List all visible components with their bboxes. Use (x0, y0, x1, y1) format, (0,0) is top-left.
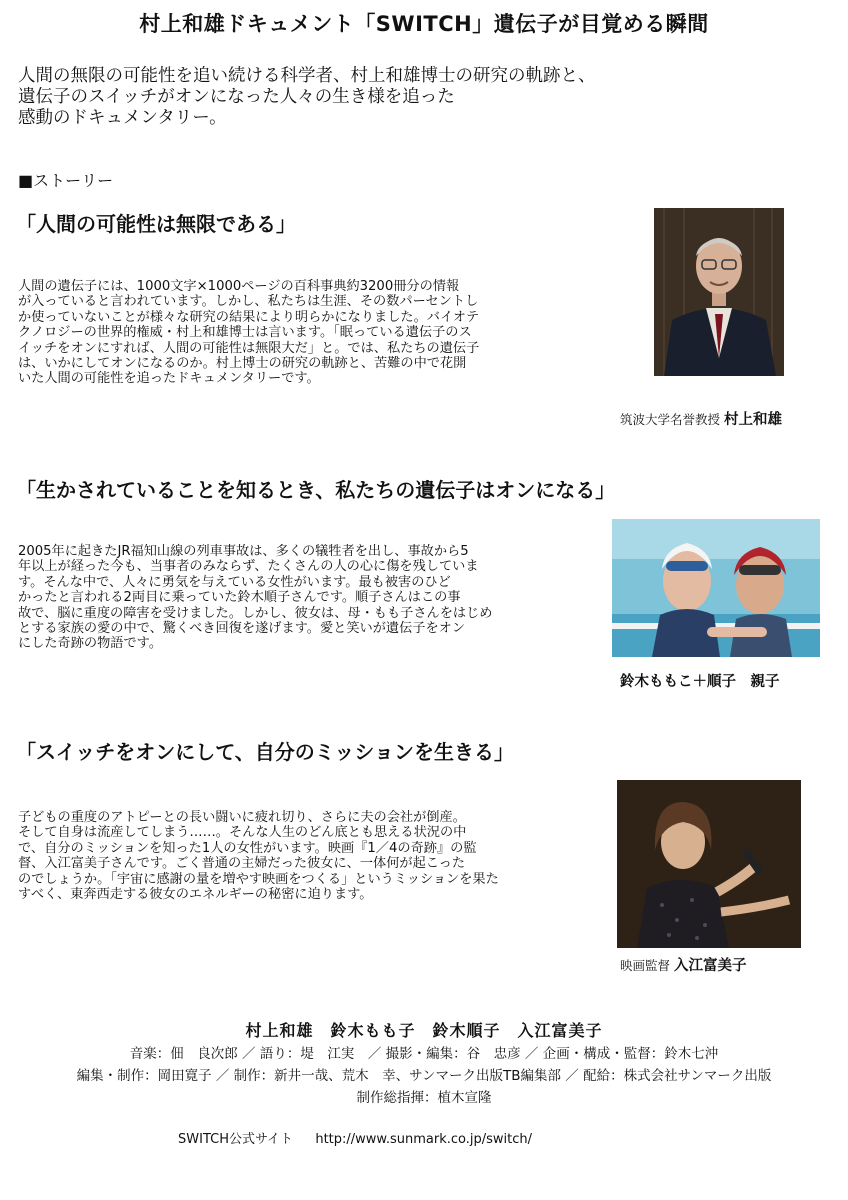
intro-line: 感動のドキュメンタリー。 (18, 108, 227, 128)
credit-line-2: 編集・制作：岡田寛子 ／ 制作：新井一哉、荒木 幸、サンマーク出版TB編集部 ／ 配給：株式会社サンマーク出版 (76, 1068, 772, 1084)
story-label: ■ストーリー (18, 171, 114, 190)
photo-suzuki (612, 519, 820, 657)
photo-caption-2: 鈴木ももこ＋順子 親子 (620, 674, 780, 690)
body-line: そして自身は流産してしまう……。そんな人生のどん底とも思える状況の中 (18, 825, 467, 841)
body-line: は、いかにしてオンになるのか。村上博士の研究の軌跡と、苦難の中で花開 (18, 356, 467, 372)
body-line: にした奇跡の物語です。 (18, 636, 163, 652)
body-line: 人間の遺伝子には、1000文字×1000ページの百科事典約3200冊分の情報 (18, 279, 460, 294)
section-body-3 (18, 810, 499, 902)
body-line: イッチをオンにすれば、人間の可能性は無限大だ」と。では、私たちの遺伝子 (18, 340, 480, 356)
body-line: が入っていると言われています。しかし、私たちは生涯、その数パーセントし (18, 294, 479, 310)
body-line: 2005年に起きたJR福知山線の列車事故は、多くの犠牲者を出し、事故から5 (18, 544, 469, 559)
section-body-2 (18, 544, 492, 652)
body-line: で、自分のミッションを知った1人の女性がいます。映画『1／4の奇跡』の監 (18, 840, 477, 856)
site-label: SWITCH公式サイト (178, 1132, 294, 1147)
section-body-1 (18, 279, 479, 387)
caption-name: 入江富美子 (674, 958, 747, 974)
intro-text (18, 66, 718, 129)
intro-line: 遺伝子のスイッチがオンになった人々の生き様を追った (18, 87, 455, 107)
body-line: か使っていないことが様々な研究の結果により明らかになりました。バイオテ (18, 309, 480, 325)
body-line: かったと言われる2両目に乗っていた鈴木順子さんです。順子さんはこの事 (18, 590, 461, 606)
body-line: のでしょうか。「宇宙に感謝の量を増やす映画をつくる」というミッションを果た (18, 871, 499, 887)
intro-line: 人間の無限の可能性を追い続ける科学者、村上和雄博士の研究の軌跡と、 (18, 66, 596, 86)
section-heading-3: 「スイッチをオンにして、自分のミッションを生きる」 (16, 740, 514, 764)
photo-caption-3 (620, 954, 747, 975)
page-title: 村上和雄ドキュメント「SWITCH」遺伝子が目覚める瞬間 (139, 12, 709, 36)
body-line: いた人間の可能性を追ったドキュメンタリーです。 (18, 371, 320, 387)
body-line: クノロジーの世界的権威・村上和雄博士は言います。「眠っている遺伝子のス (18, 325, 472, 341)
body-line: とする家族の愛の中で、驚くべき回復を遂げます。愛と笑いが遺伝子をオン (18, 621, 466, 637)
cast-list: 村上和雄 鈴木もも子 鈴木順子 入江富美子 (245, 1021, 603, 1040)
section-heading-2: 「生かされていることを知るとき、私たちの遺伝子はオンになる」 (16, 478, 616, 502)
credit-line-1: 音楽：佃 良次郎 ／ 語り：堤 江実 ／ 撮影・編集：谷 忠彦 ／ 企画・構成・監督：鈴木七沖 (129, 1046, 719, 1062)
body-line: 年以上が経った今も、当事者のみならず、たくさんの人の心に傷を残していま (18, 559, 479, 575)
credit-line-3: 制作総指揮：植木宣隆 (356, 1090, 492, 1106)
photo-murakami (654, 208, 784, 376)
caption-role: 筑波大学名誉教授 (620, 412, 721, 427)
body-line: 督、入江富美子さんです。ごく普通の主婦だった彼女に、一体何が起こった (18, 856, 466, 872)
body-line: す。そんな中で、人々に勇気を与えている女性がいます。最も被害のひど (18, 574, 451, 590)
photo-caption-1 (620, 408, 782, 429)
body-line: 子どもの重度のアトピーとの長い闘いに疲れ切り、さらに夫の会社が倒産。 (18, 810, 466, 825)
section-heading-1: 「人間の可能性は無限である」 (16, 212, 296, 236)
official-site (178, 1128, 532, 1147)
body-line: すべく、東奔西走する彼女のエネルギーの秘密に迫ります。 (18, 887, 373, 903)
site-url-link[interactable]: http://www.sunmark.co.jp/switch/ (315, 1132, 533, 1147)
caption-role: 映画監督 (620, 958, 671, 973)
caption-name: 村上和雄 (724, 412, 782, 428)
body-line: 故で、脳に重度の障害を受けました。しかし、彼女は、母・もも子さんをはじめ (18, 605, 493, 621)
photo-irie (617, 780, 801, 948)
